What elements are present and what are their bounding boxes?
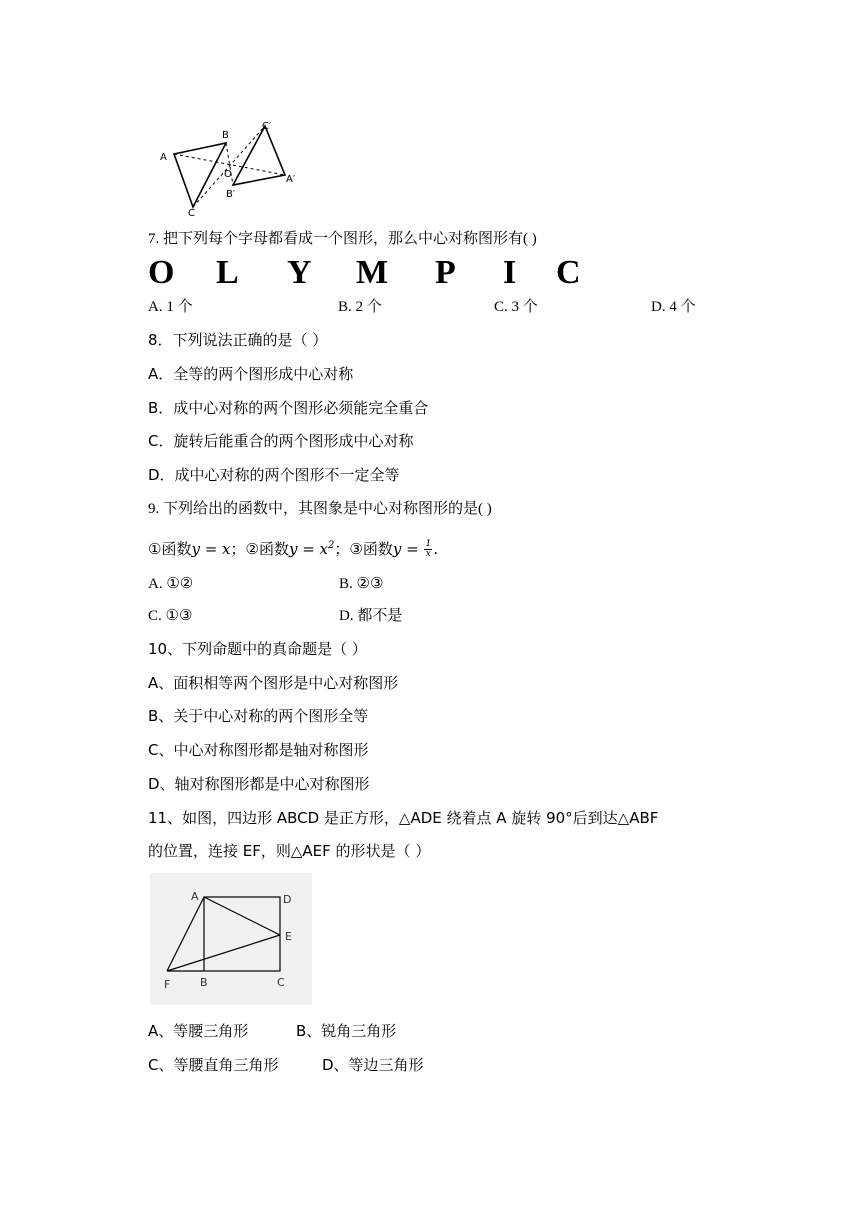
q11-stem-line1: 11、如图，四边形 ABCD 是正方形，△ADE 绕着点 A 旋转 90°后到达△ABF <box>148 809 659 827</box>
point-a-label: A <box>191 890 199 903</box>
q8-option-b: B．成中心对称的两个图形必须能完全重合 <box>148 399 429 417</box>
letter-o: O <box>148 254 175 291</box>
q9-sep-2: ； <box>334 540 350 558</box>
q9-option-c: C. ①③ <box>148 608 193 624</box>
q7-option-b: B. 2 个 <box>338 299 382 315</box>
letter-y: Y <box>287 254 312 291</box>
label-a: A <box>160 152 167 163</box>
q9-stem: 9. 下列给出的函数中，其图象是中心对称图形的是( ) <box>148 501 492 517</box>
q9-period: . <box>433 540 438 558</box>
q9-fraction <box>424 540 432 559</box>
q9-option-d: D. 都不是 <box>339 608 403 624</box>
q8-option-a: A．全等的两个图形成中心对称 <box>148 365 354 383</box>
label-c: C <box>188 208 195 218</box>
q9-item1-label: ①函数 <box>148 540 192 558</box>
q9-exponent: 2 <box>328 540 335 551</box>
fraction-denominator: x <box>425 549 431 559</box>
figure-central-symmetry <box>155 118 305 218</box>
figure-square-abcd <box>150 873 312 1005</box>
point-d-label: D <box>283 893 292 906</box>
triangle-abc <box>174 143 226 207</box>
triangle-a2b2c2 <box>233 126 285 185</box>
q10-stem: 10、下列命题中的真命题是（ ） <box>148 640 367 658</box>
q7-stem: 7. 把下列每个字母都看成一个图形，那么中心对称图形有( ) <box>148 231 537 247</box>
letter-l: L <box>216 254 239 291</box>
fraction-numerator: 1 <box>425 539 432 549</box>
q10-option-c: C、中心对称图形都是轴对称图形 <box>148 741 369 759</box>
letter-m: M <box>356 254 389 291</box>
q9-item3-label: ③函数 <box>349 540 393 558</box>
label-a-prime: A′ <box>286 174 296 185</box>
q11-option-d: D、等边三角形 <box>322 1056 424 1074</box>
q7-option-c: C. 3 个 <box>494 299 538 315</box>
letter-c: C <box>556 254 581 291</box>
q7-option-d: D. 4 个 <box>651 299 696 315</box>
q10-option-b: B、关于中心对称的两个图形全等 <box>148 707 369 725</box>
label-b-prime: B′ <box>226 189 236 200</box>
q9-formula-3: y = <box>392 540 424 558</box>
label-b: B <box>222 130 229 141</box>
letter-p: P <box>435 254 456 291</box>
q9-option-b: B. ②③ <box>339 576 384 592</box>
q9-item2-label: ②函数 <box>245 540 289 558</box>
q7-option-a: A. 1 个 <box>148 299 193 315</box>
q9-formula-2: y = x <box>288 540 329 558</box>
point-f-label: F <box>164 978 171 991</box>
q9-functions <box>148 536 438 559</box>
q9-formula-1: y = x <box>191 540 231 558</box>
point-b-label: B <box>200 976 208 989</box>
q8-option-d: D．成中心对称的两个图形不一定全等 <box>148 466 400 484</box>
q11-option-c: C、等腰直角三角形 <box>148 1056 279 1074</box>
q11-stem-line2: 的位置，连接 EF，则△AEF 的形状是（ ） <box>148 842 431 860</box>
q11-option-a: A、等腰三角形 <box>148 1022 249 1040</box>
q9-option-a: A. ①② <box>148 576 194 592</box>
label-o: O <box>224 169 232 180</box>
q8-option-c: C．旋转后能重合的两个图形成中心对称 <box>148 432 414 450</box>
label-c-prime: C′ <box>262 121 272 132</box>
q10-option-a: A、面积相等两个图形是中心对称图形 <box>148 674 399 692</box>
letter-i: I <box>503 254 517 291</box>
q10-option-d: D、轴对称图形都是中心对称图形 <box>148 775 370 793</box>
q9-sep-1: ； <box>230 540 246 558</box>
q11-option-b: B、锐角三角形 <box>296 1022 397 1040</box>
point-c-label: C <box>277 976 285 989</box>
point-e-label: E <box>285 930 292 943</box>
q8-stem: 8．下列说法正确的是（ ） <box>148 331 328 349</box>
